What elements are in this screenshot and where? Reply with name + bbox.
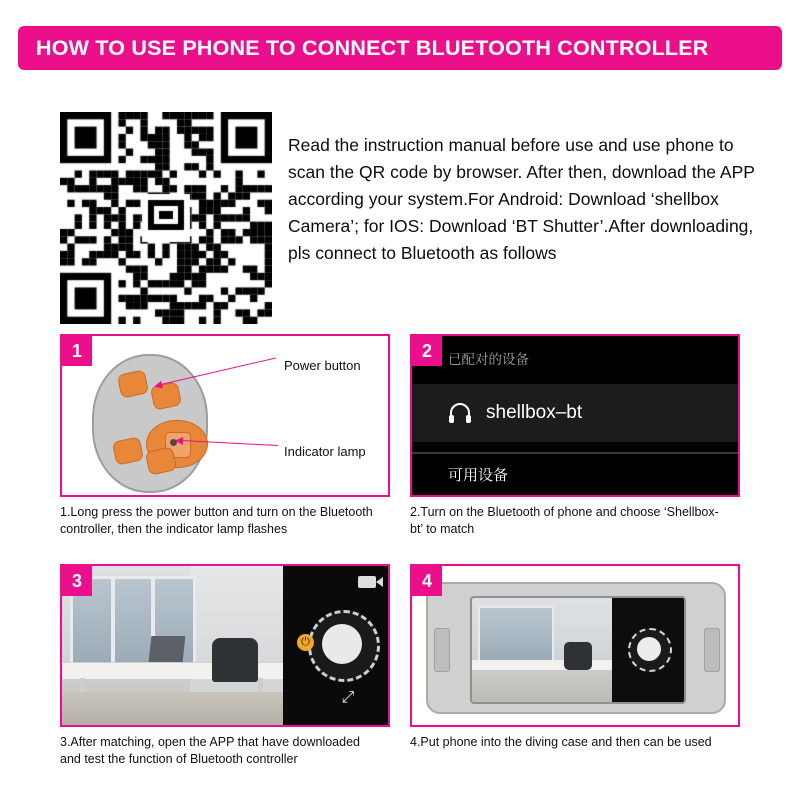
office-scene (62, 566, 287, 725)
step-3-image (60, 564, 390, 727)
step-2 (410, 334, 740, 538)
step-4-badge: 4 (412, 566, 442, 596)
office-chair (212, 638, 258, 682)
expand-icon[interactable]: ⤢ (341, 689, 355, 706)
headphones-icon (448, 403, 472, 423)
available-devices-header: 可用设备 (448, 467, 509, 484)
intro-section (60, 110, 760, 325)
power-icon[interactable]: ⏻ (297, 634, 314, 651)
device-name: shellbox–bt (486, 402, 583, 423)
indicator-lamp-label: Indicator lamp (284, 444, 366, 459)
case-clip-right (704, 628, 720, 672)
step-3-caption: 3.After matching, open the APP that have downloaded and test the function of Bluetooth controller (60, 735, 360, 766)
preview-window (478, 606, 554, 664)
step-4-caption: 4.Put phone into the diving case and then can be used (410, 735, 712, 749)
phone-preview-scene (472, 598, 612, 702)
power-button-label: Power button (284, 358, 361, 373)
step-1-caption: 1.Long press the power button and turn on the Bluetooth controller, then the indicator lamp flashes (60, 505, 373, 536)
preview-shutter-inner (637, 637, 661, 661)
camera-app-panel (283, 566, 388, 725)
paired-devices-header: 已配对的设备 (448, 352, 529, 367)
header-banner (18, 26, 782, 70)
laptop (149, 636, 186, 662)
page-title: HOW TO USE PHONE TO CONNECT BLUETOOTH CONTROLLER (36, 35, 709, 60)
step-2-caption: 2.Turn on the Bluetooth of phone and choose ‘Shellbox-bt’ to match (410, 505, 719, 536)
step-2-badge: 2 (412, 336, 442, 366)
shutter-button[interactable] (308, 610, 380, 682)
office-floor (62, 692, 287, 725)
step-1-badge: 1 (62, 336, 92, 366)
preview-chair (564, 642, 592, 670)
step-3 (60, 564, 390, 768)
step-3-badge: 3 (62, 566, 92, 596)
diving-case (426, 582, 726, 714)
shutter-button-inner (322, 624, 362, 664)
qr-code-icon (60, 112, 272, 324)
video-camera-icon[interactable] (358, 576, 376, 588)
paired-device-row[interactable] (412, 384, 738, 442)
intro-text: Read the instruction manual before use and use phone to scan the QR code by browser. After then, download the APP according your system.For Android: Download ‘shellbox Camera’; for IOS: Download ‘BT Shutter’.After downloading, pls connect to Bluetooth as follows (288, 135, 755, 263)
list-divider (412, 452, 738, 454)
step-2-image (410, 334, 740, 497)
step-1-image (60, 334, 390, 497)
phone-camera-panel (612, 598, 684, 702)
step-4-image (410, 564, 740, 727)
case-clip-left (434, 628, 450, 672)
step-1 (60, 334, 390, 538)
step-4 (410, 564, 740, 751)
preview-shutter-button (628, 628, 672, 672)
phone-in-case (470, 596, 686, 704)
